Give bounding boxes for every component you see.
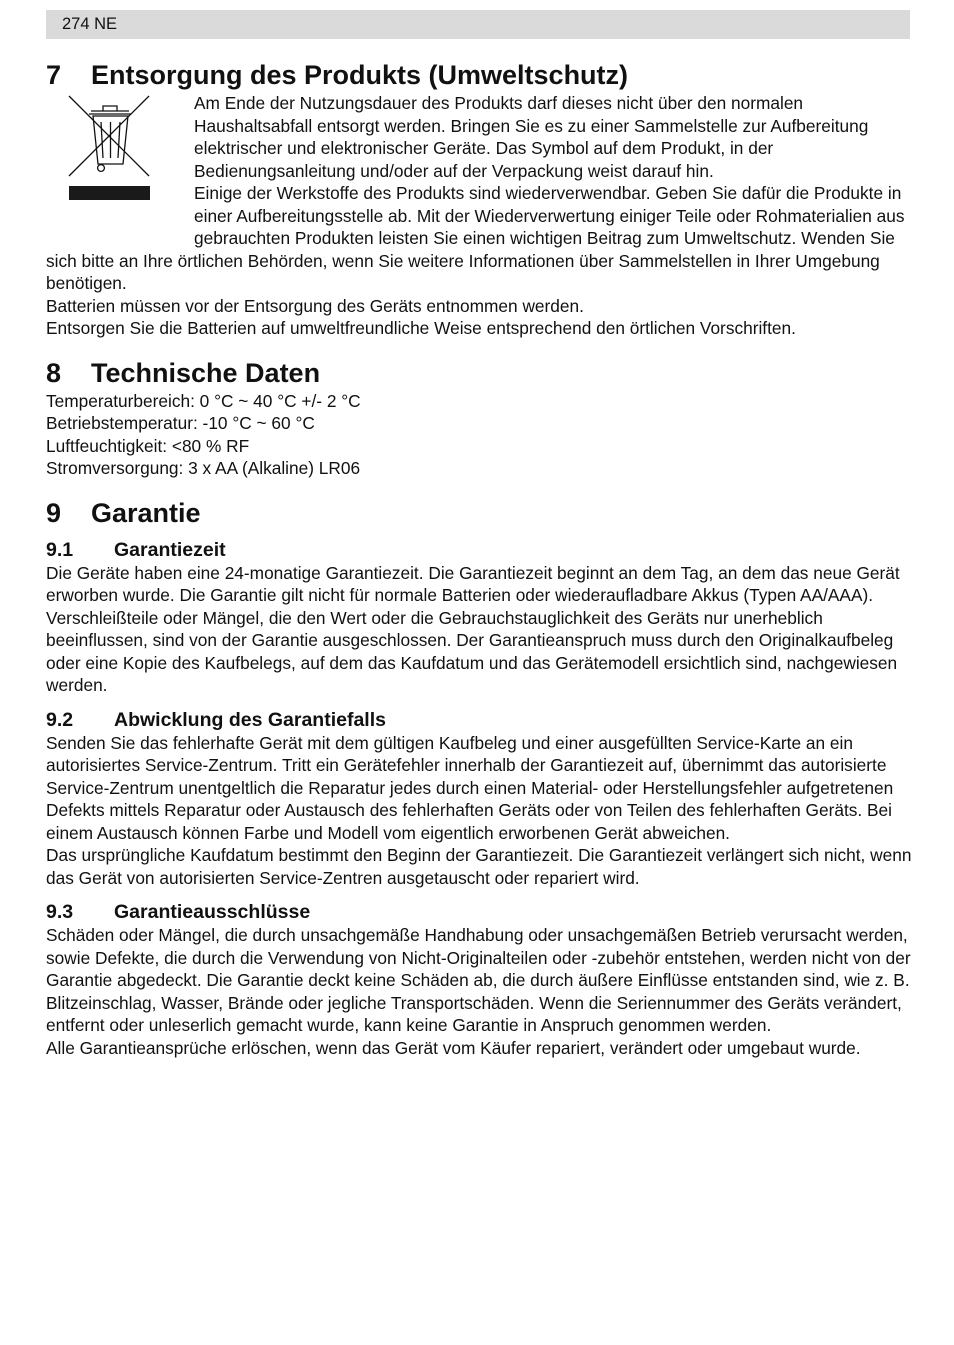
- section-8-heading: [46, 356, 912, 390]
- section-7-paragraph-3: Batterien müssen vor der Entsorgung des Geräts entnommen werden.: [46, 295, 584, 316]
- section-9-heading: [46, 496, 912, 530]
- subsection-9-2-paragraph-2: Das ursprüngliche Kaufdatum bestimmt den Beginn der Garantiezeit. Die Garantiezeit verlängert sich nicht, wenn das Gerät von autorisierten Service-Zentren ausgetauscht oder repariert wird.: [46, 845, 912, 888]
- subsection-9-3-title: Garantieausschlüsse: [114, 901, 311, 923]
- section-7-paragraph-4: Entsorgen Sie die Batterien auf umweltfreundliche Weise entsprechend den örtlichen Vorschriften.: [46, 318, 796, 338]
- subsection-9-3-heading: [46, 900, 912, 924]
- weee-symbol-container: [46, 92, 194, 232]
- section-7-title: Entsorgung des Produkts (Umweltschutz): [91, 60, 629, 90]
- section-8-number: 8: [46, 357, 62, 388]
- section-7-number: 7: [46, 60, 62, 90]
- spec-line: Luftfeuchtigkeit: <80 % RF: [46, 435, 250, 456]
- section-9-number: 9: [46, 497, 62, 528]
- spec-line: Stromversorgung: 3 x AA (Alkaline) LR06: [46, 458, 361, 478]
- document-body: [46, 58, 912, 1059]
- section-garantie: [46, 496, 912, 1060]
- section-8-title: Technische Daten: [91, 357, 321, 388]
- subsection-9-1-paragraph: Die Geräte haben eine 24-monatige Garantiezeit. Die Garantiezeit beginnt an dem Tag, an dem das neue Gerät erworben wurde. Die Garantie gilt nicht für normale Batterien oder wiederaufladbare Akkus (Typen AA/AAA). Verschleißteile oder Mängel, die den Wert oder die Gebrauchstauglichkeit des Geräts nur unerheblich beeinflussen, sind von der Garantie ausgeschlossen. Der Garantieanspruch muss durch den Originalkaufbeleg oder eine Kopie des Kaufbelegs, auf dem das Kaufdatum und das Gerätemodell ersichtlich sind, nachgewiesen werden.: [46, 562, 900, 695]
- subsection-9-1-title: Garantiezeit: [114, 538, 226, 561]
- spec-line: Betriebstemperatur: -10 °C ~ 60 °C: [46, 413, 315, 433]
- section-7-paragraph-2: Einige der Werkstoffe des Produkts sind wiederverwendbar. Geben Sie dafür die Produkte in einer Aufbereitungsstelle ab. Mit der Wiederverwertung einiger Teile oder Rohmaterialien aus gebrauchten Produkten leisten Sie einen wichtigen Beitrag zum Umweltschutz. Wenden Sie sich bitte an Ihre örtlichen Behörden, wenn Sie weitere Informationen über Sammelstellen in Ihrer Umgebung benötigen.: [46, 183, 905, 293]
- weee-crossed-bin-icon: [67, 94, 151, 200]
- subsection-9-2-heading: [46, 708, 912, 732]
- subsection-9-2-title: Abwicklung des Garantiefalls: [114, 708, 386, 731]
- section-9-title: Garantie: [91, 497, 201, 528]
- subsection-9-3-paragraph-2: Alle Garantieansprüche erlöschen, wenn das Gerät vom Käufer repariert, verändert oder umgebaut wurde.: [46, 1037, 861, 1058]
- section-7-heading: [46, 58, 912, 92]
- subsection-9-2-number: 9.2: [46, 708, 74, 731]
- subsection-9-3-number: 9.3: [46, 901, 74, 923]
- spec-line: Temperaturbereich: 0 °C ~ 40 °C +/- 2 °C: [46, 390, 361, 411]
- subsection-9-1-heading: [46, 538, 912, 562]
- subsection-9-1-number: 9.1: [46, 538, 74, 561]
- subsection-9-3-paragraph-1: Schäden oder Mängel, die durch unsachgemäße Handhabung oder unsachgemäßen Betrieb verursacht werden, sowie Defekte, die durch die Verwendung von Nicht-Originalteilen oder -zubehör entstehen, werden nicht von der Garantie abgedeckt. Die Garantie deckt keine Schäden ab, die durch äußere Einflüsse entstanden sind, wie z. B. Blitzeinschlag, Wasser, Brände oder jegliche Transportschäden. Wenn die Seriennummer des Geräts verändert, entfernt oder unleserlich gemacht wurde, kann keine Garantie in Anspruch genommen werden.: [46, 925, 911, 1035]
- subsection-9-2-paragraph-1: Senden Sie das fehlerhafte Gerät mit dem gültigen Kaufbeleg und einer ausgefüllten Service-Karte an ein autorisiertes Service-Zentrum. Tritt ein Gerätefehler innerhalb der Garantiezeit auf, übernimmt das autorisierte Service-Zentrum unentgeltlich die Reparatur jedes durch einen Material- oder Herstellungsfehler aufgetretenen Defekts mittels Reparatur oder Austausch des fehlerhaften Geräts oder von Teilen des fehlerhaften Geräts. Bei einem Austausch können Farbe und Modell vom eigentlich erworbenen Gerät abweichen.: [46, 732, 894, 843]
- page-header-label: 274 NE: [62, 15, 118, 33]
- section-entsorgung: [46, 58, 912, 340]
- section-7-paragraph-1: Am Ende der Nutzungsdauer des Produkts darf dieses nicht über den normalen Haushaltsabfall entsorgt werden. Bringen Sie es zu einer Sammelstelle zur Aufbereitung elektrischer und elektronischer Geräte. Das Symbol auf dem Produkt, in der Bedienungsanleitung und/oder auf der Verpackung weist darauf hin.: [194, 93, 869, 181]
- section-technische-daten: [46, 356, 912, 480]
- page-header-bar: [46, 10, 910, 39]
